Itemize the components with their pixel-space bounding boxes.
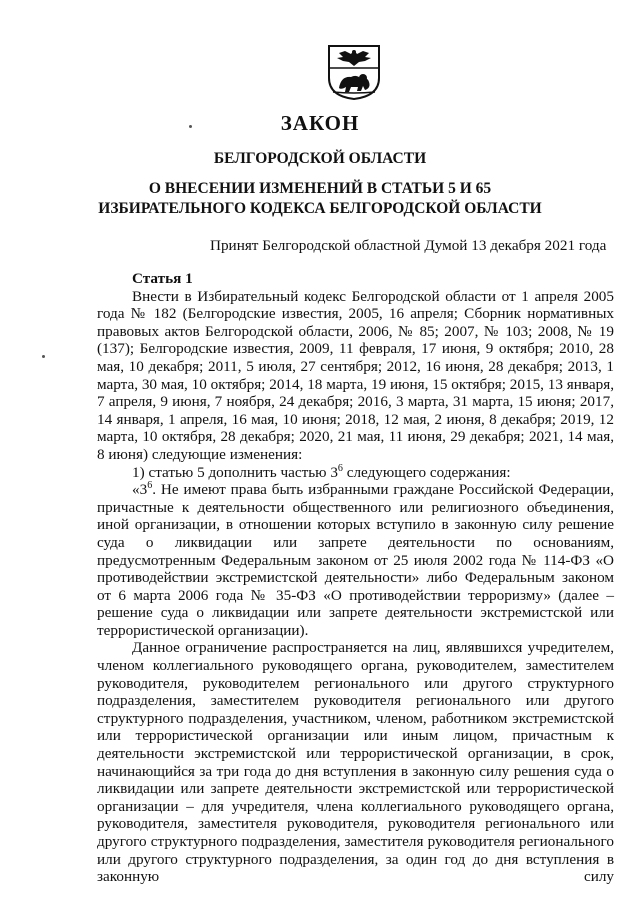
document-subject-line2: ИЗБИРАТЕЛЬНОГО КОДЕКСА БЕЛГОРОДСКОЙ ОБЛАСТИ bbox=[98, 200, 542, 217]
quote-text: . Не имеют права быть избранными граждане Российской Федерации, причастные к деятельности общественного или религиозного объединения, иной организации, в отношении которых вступило в законную силу решение суда о ликвидации или запрете деятельности по основаниям, предусмотренным Федеральным законом от 25 июля 2002 года № 114-ФЗ «О противодействии экстремистской деятельности» либо Федеральным законом от 6 марта 2006 года № 35-ФЗ «О противодействии терроризму» (далее – решение суда о ликвидации или запрете деятельности экстремистской или террористической организации). bbox=[97, 481, 614, 639]
quote-open: «3 bbox=[132, 481, 148, 499]
item1-suffix: следующего содержания: bbox=[342, 463, 511, 481]
adoption-note: Принят Белгородской областной Думой 13 декабря 2021 года bbox=[210, 237, 607, 254]
document-region: БЕЛГОРОДСКОЙ ОБЛАСТИ bbox=[213, 150, 427, 167]
quoted-provision bbox=[97, 481, 614, 639]
scan-speck bbox=[42, 355, 45, 358]
document-subject-line1: О ВНЕСЕНИИ ИЗМЕНЕНИЙ В СТАТЬИ 5 И 65 bbox=[148, 180, 492, 197]
document-body bbox=[97, 270, 614, 886]
paragraph-intro: Внести в Избирательный кодекс Белгородской области от 1 апреля 2005 года № 182 (Белгородские известия, 2005, 16 апреля; Сборник нормативных правовых актов Белгородской области, 2006, № 85; 2007, № 103; 2008, № 19 (137); Белгородские известия, 2009, 11 февраля, 17 июня, 9 октября; 2010, 28 мая, 10 декабря; 2011, 5 июля, 27 сентября; 2012, 16 июня, 28 декабря; 2013, 1 марта, 30 мая, 10 октября; 2014, 18 марта, 19 июня, 15 октября; 2015, 13 января, 7 апреля, 9 июня, 7 ноября, 24 декабря; 2016, 3 марта, 31 марта, 15 июня; 2017, 14 января, 1 апреля, 16 мая, 10 июня; 2018, 12 мая, 2 июня, 8 декабря; 2019, 12 марта, 10 октября, 28 декабря; 2020, 21 мая, 11 июня, 29 декабря; 2021, 14 мая, 8 июня) следующие изменения: bbox=[97, 287, 614, 463]
quote-superscript: 6 bbox=[147, 480, 153, 492]
scan-speck bbox=[189, 125, 192, 128]
article-heading: Статья 1 bbox=[132, 270, 193, 287]
paragraph-restriction: Данное ограничение распространяется на лиц, являвшихся учредителем, членом коллегиального руководящего органа, руководителем, заместителем руководителя, руководителем регионального или другого структурного подразделения, заместителем руководителя регионального или другого структурного подразделения, участником, членом, работником экстремистской или террористической организации или иным лицом, причастным к деятельности экстремистской или террористической организации, в срок, начинающийся за три года до дня вступления в законную силу решения суда о ликвидации или запрете деятельности экстремистской или террористической организации – для учредителя, члена коллегиального руководящего органа, руководителя, заместителя руководителя, руководителя регионального или другого структурного подразделения, заместителя руководителя регионального или другого структурного подразделения, за один год до дня вступления в законную силу bbox=[97, 639, 614, 886]
document-title: ЗАКОН bbox=[280, 111, 360, 135]
item1-superscript: 6 bbox=[337, 462, 343, 474]
item1-prefix: 1) статью 5 дополнить частью 3 bbox=[132, 463, 338, 481]
coat-of-arms-icon bbox=[327, 44, 381, 100]
amendment-item-1 bbox=[97, 464, 614, 482]
